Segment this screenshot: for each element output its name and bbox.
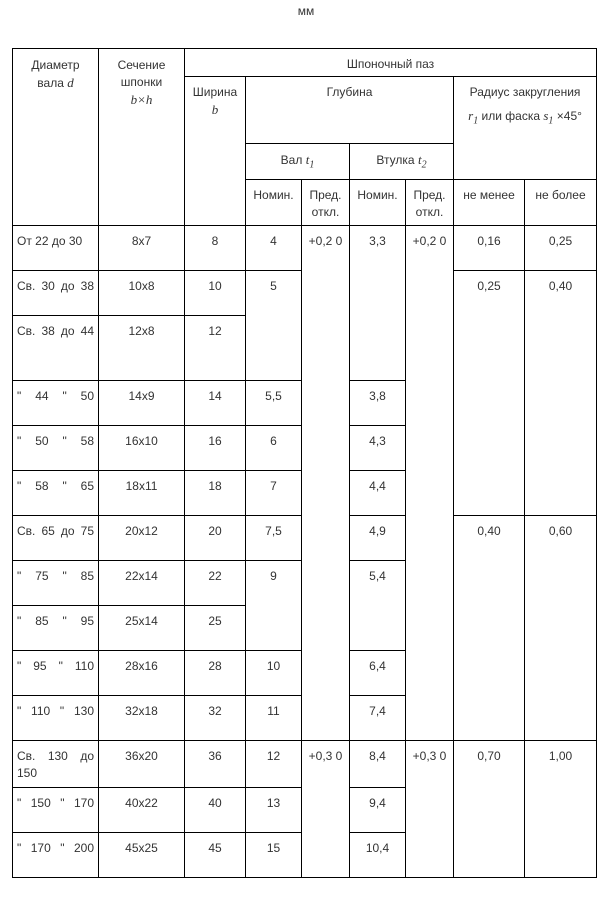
- cell-radius-max: 1,00: [525, 741, 597, 878]
- table-row: [13, 226, 597, 271]
- header-shaft-nom: Номин.: [246, 180, 302, 226]
- cell-width: 16: [185, 426, 246, 471]
- header-hub-dev-line2: откл.: [415, 205, 444, 219]
- cell-section: 12х8: [99, 316, 185, 381]
- cell-shaft-nom: 15: [246, 833, 302, 878]
- header-hub-nom: Номин.: [350, 180, 406, 226]
- cell-width: 14: [185, 381, 246, 426]
- cell-shaft-dev: +0,3 0: [302, 741, 350, 878]
- header-radius-r-sub: 1: [473, 115, 479, 127]
- cell-width: 22: [185, 561, 246, 606]
- cell-diameter: " 95 " 110: [13, 651, 99, 696]
- header-width-label: Ширина: [192, 85, 238, 99]
- header-diameter-var: d: [67, 75, 74, 90]
- cell-diameter: Св. 65 до 75: [13, 516, 99, 561]
- cell-radius-min: 0,25: [454, 271, 525, 516]
- cell-shaft-nom: 7,5: [246, 516, 302, 561]
- cell-section: 25х14: [99, 606, 185, 651]
- header-shaft-dev-line1: Пред.: [309, 188, 342, 202]
- cell-hub-nom: 3,3: [350, 226, 406, 381]
- cell-section: 16х10: [99, 426, 185, 471]
- header-depth: Глубина: [246, 77, 454, 144]
- cell-radius-max: 0,40: [525, 271, 597, 516]
- cell-width: 12: [185, 316, 246, 381]
- cell-width: 18: [185, 471, 246, 516]
- cell-diameter: " 170 " 200: [13, 833, 99, 878]
- cell-section: 18х11: [99, 471, 185, 516]
- header-keyway: Шпоночный паз: [185, 49, 597, 77]
- cell-diameter: " 150 " 170: [13, 788, 99, 833]
- cell-section: 40х22: [99, 788, 185, 833]
- cell-hub-dev: +0,3 0: [406, 741, 454, 878]
- cell-shaft-nom: 9: [246, 561, 302, 651]
- cell-radius-max: 0,25: [525, 226, 597, 271]
- header-width-var: b: [211, 102, 219, 117]
- cell-hub-dev: +0,2 0: [406, 226, 454, 741]
- header-hub-sub: 2: [421, 159, 427, 171]
- cell-shaft-dev: +0,2 0: [302, 226, 350, 741]
- cell-section: 32х18: [99, 696, 185, 741]
- cell-section: 8х7: [99, 226, 185, 271]
- header-diameter-line2: вала: [37, 76, 64, 90]
- header-hub: [350, 144, 454, 180]
- cell-section: 36х20: [99, 741, 185, 788]
- cell-hub-nom: 7,4: [350, 696, 406, 741]
- cell-shaft-nom: 11: [246, 696, 302, 741]
- cell-diameter: " 75 " 85: [13, 561, 99, 606]
- header-shaft: [246, 144, 350, 180]
- units-label: мм: [297, 4, 315, 18]
- cell-width: 10: [185, 271, 246, 316]
- cell-hub-nom: 8,4: [350, 741, 406, 788]
- header-radius-line1: Радиус закругления: [469, 85, 581, 99]
- header-section-var: b×h: [130, 92, 153, 107]
- cell-section: 20х12: [99, 516, 185, 561]
- cell-section: 28х16: [99, 651, 185, 696]
- header-diameter: [13, 49, 99, 226]
- cell-radius-min: 0,16: [454, 226, 525, 271]
- cell-shaft-nom: 5,5: [246, 381, 302, 426]
- cell-shaft-nom: 7: [246, 471, 302, 516]
- cell-width: 25: [185, 606, 246, 651]
- header-radius-s-sub: 1: [548, 115, 554, 127]
- cell-hub-nom: 3,8: [350, 381, 406, 426]
- cell-width: 28: [185, 651, 246, 696]
- cell-diameter: " 50 " 58: [13, 426, 99, 471]
- cell-section: 14х9: [99, 381, 185, 426]
- cell-width: 45: [185, 833, 246, 878]
- cell-width: 8: [185, 226, 246, 271]
- keyway-table: [12, 48, 597, 878]
- header-radius-mid: или фаска: [481, 109, 541, 123]
- cell-hub-nom: 9,4: [350, 788, 406, 833]
- header-radius: [454, 77, 597, 180]
- cell-width: 20: [185, 516, 246, 561]
- header-shaft-dev-line2: откл.: [311, 205, 340, 219]
- cell-shaft-nom: 10: [246, 651, 302, 696]
- header-hub-dev-line1: Пред.: [413, 188, 446, 202]
- header-radius-min: не менее: [454, 180, 525, 226]
- header-section-line2: шпонки: [120, 75, 163, 89]
- cell-hub-nom: 10,4: [350, 833, 406, 878]
- cell-hub-nom: 4,3: [350, 426, 406, 471]
- header-section: [99, 49, 185, 226]
- header-shaft-label: Вал: [280, 153, 303, 167]
- cell-width: 32: [185, 696, 246, 741]
- cell-shaft-nom: 4: [246, 226, 302, 271]
- header-radius-max: не более: [525, 180, 597, 226]
- cell-diameter: " 85 " 95: [13, 606, 99, 651]
- cell-section: 45х25: [99, 833, 185, 878]
- cell-shaft-nom: 6: [246, 426, 302, 471]
- cell-section: 22х14: [99, 561, 185, 606]
- cell-diameter: От 22 до 30: [13, 226, 99, 271]
- cell-diameter: " 110 " 130: [13, 696, 99, 741]
- header-diameter-line1: Диаметр: [31, 58, 80, 72]
- cell-width: 36: [185, 741, 246, 788]
- cell-diameter: Св. 38 до 44: [13, 316, 99, 381]
- cell-hub-nom: 5,4: [350, 561, 406, 651]
- header-hub-var: t: [417, 152, 422, 167]
- cell-hub-nom: 6,4: [350, 651, 406, 696]
- header-width: [185, 77, 246, 226]
- cell-diameter: Св. 30 до 38: [13, 271, 99, 316]
- cell-width: 40: [185, 788, 246, 833]
- table-row: [13, 741, 597, 788]
- header-hub-label: Втулка: [376, 153, 415, 167]
- cell-diameter: Св. 130 до 150: [13, 741, 99, 788]
- cell-radius-min: 0,70: [454, 741, 525, 878]
- header-section-line1: Сечение: [117, 58, 166, 72]
- cell-hub-nom: 4,4: [350, 471, 406, 516]
- header-shaft-sub: 1: [309, 159, 315, 171]
- cell-shaft-nom: 12: [246, 741, 302, 788]
- header-shaft-var: t: [305, 152, 310, 167]
- cell-section: 10х8: [99, 271, 185, 316]
- header-shaft-dev: [302, 180, 350, 226]
- cell-radius-max: 0,60: [525, 516, 597, 741]
- header-radius-angle: ×45°: [556, 109, 582, 123]
- header-radius-s: s: [543, 108, 549, 123]
- cell-diameter: " 58 " 65: [13, 471, 99, 516]
- cell-shaft-nom: 13: [246, 788, 302, 833]
- cell-diameter: " 44 " 50: [13, 381, 99, 426]
- cell-radius-min: 0,40: [454, 516, 525, 741]
- header-radius-r: r: [468, 108, 474, 123]
- cell-hub-nom: 4,9: [350, 516, 406, 561]
- header-hub-dev: [406, 180, 454, 226]
- cell-shaft-nom: 5: [246, 271, 302, 381]
